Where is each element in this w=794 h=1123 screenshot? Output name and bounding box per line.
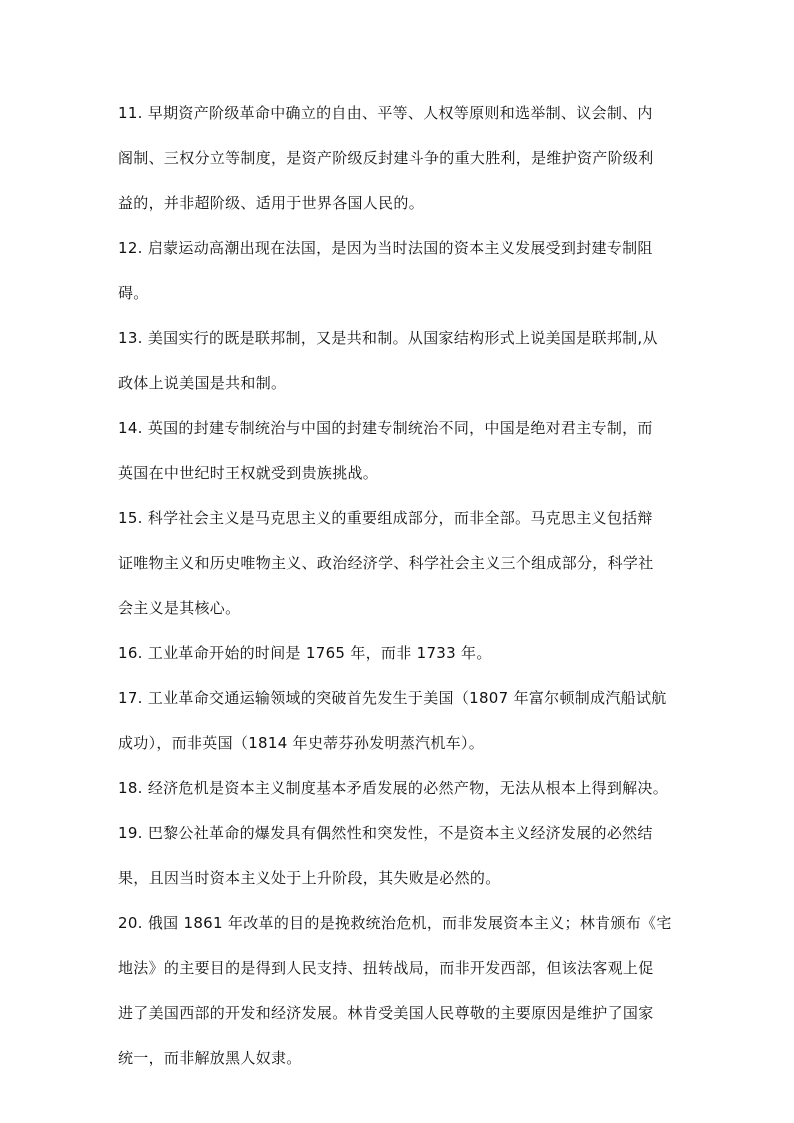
list-item-15 [118,508,686,618]
list-item-14 [118,418,686,483]
paragraph-line: 19. 巴黎公社革命的爆发具有偶然性和突发性，不是资本主义经济发展的必然结 [118,824,653,842]
paragraph-line: 英国在中世纪时王权就受到贵族挑战。 [118,464,379,482]
paragraph-line: 14. 英国的封建专制统治与中国的封建专制统治不同，中国是绝对君主专制，而 [118,419,653,437]
paragraph-line: 11. 早期资产阶级革命中确立的自由、平等、人权等原则和选举制、议会制、内 [118,104,653,122]
paragraph-line: 统一，而非解放黑人奴隶。 [118,1049,302,1067]
paragraph-line: 益的，并非超阶级、适用于世界各国人民的。 [118,194,425,212]
paragraph-line: 地法》的主要目的是得到人民支持、扭转战局，而非开发西部，但该法客观上促 [118,959,654,977]
paragraph-line: 阁制、三权分立等制度，是资产阶级反封建斗争的重大胜利，是维护资产阶级利 [118,149,654,167]
paragraph-line: 18. 经济危机是资本主义制度基本矛盾发展的必然产物，无法从根本上得到解决。 [118,779,669,797]
paragraph-line: 12. 启蒙运动高潮出现在法国，是因为当时法国的资本主义发展受到封建专制阻 [118,239,653,257]
list-item-20 [118,913,686,1068]
paragraph-line: 13. 美国实行的既是联邦制，又是共和制。从国家结构形式上说美国是联邦制,从 [118,329,658,347]
document-body [118,103,686,1093]
paragraph-line: 15. 科学社会主义是马克思主义的重要组成部分，而非全部。马克思主义包括辩 [118,509,653,527]
paragraph-line: 16. 工业革命开始的时间是 1765 年，而非 1733 年。 [118,644,492,662]
paragraph-line: 果，且因当时资本主义处于上升阶段，其失败是必然的。 [118,869,501,887]
list-item-12 [118,238,686,303]
paragraph-line: 会主义是其核心。 [118,599,241,617]
paragraph-line: 成功），而非英国（1814 年史蒂芬孙发明蒸汽机车）。 [118,734,485,752]
paragraph-line: 证唯物主义和历史唯物主义、政治经济学、科学社会主义三个组成部分，科学社 [118,554,654,572]
list-item-11 [118,103,686,213]
list-item-18 [118,778,686,798]
list-item-19 [118,823,686,888]
list-item-17 [118,688,686,753]
paragraph-line: 政体上说美国是共和制。 [118,374,287,392]
paragraph-line: 碍。 [118,284,149,302]
list-item-13 [118,328,686,393]
paragraph-line: 20. 俄国 1861 年改革的目的是挽救统治危机，而非发展资本主义；林肯颁布《宅 [118,914,672,932]
paragraph-line: 进了美国西部的开发和经济发展。林肯受美国人民尊敬的主要原因是维护了国家 [118,1004,654,1022]
list-item-16 [118,643,686,663]
paragraph-line: 17. 工业革命交通运输领域的突破首先发生于美国（1807 年富尔顿制成汽船试航 [118,689,667,707]
